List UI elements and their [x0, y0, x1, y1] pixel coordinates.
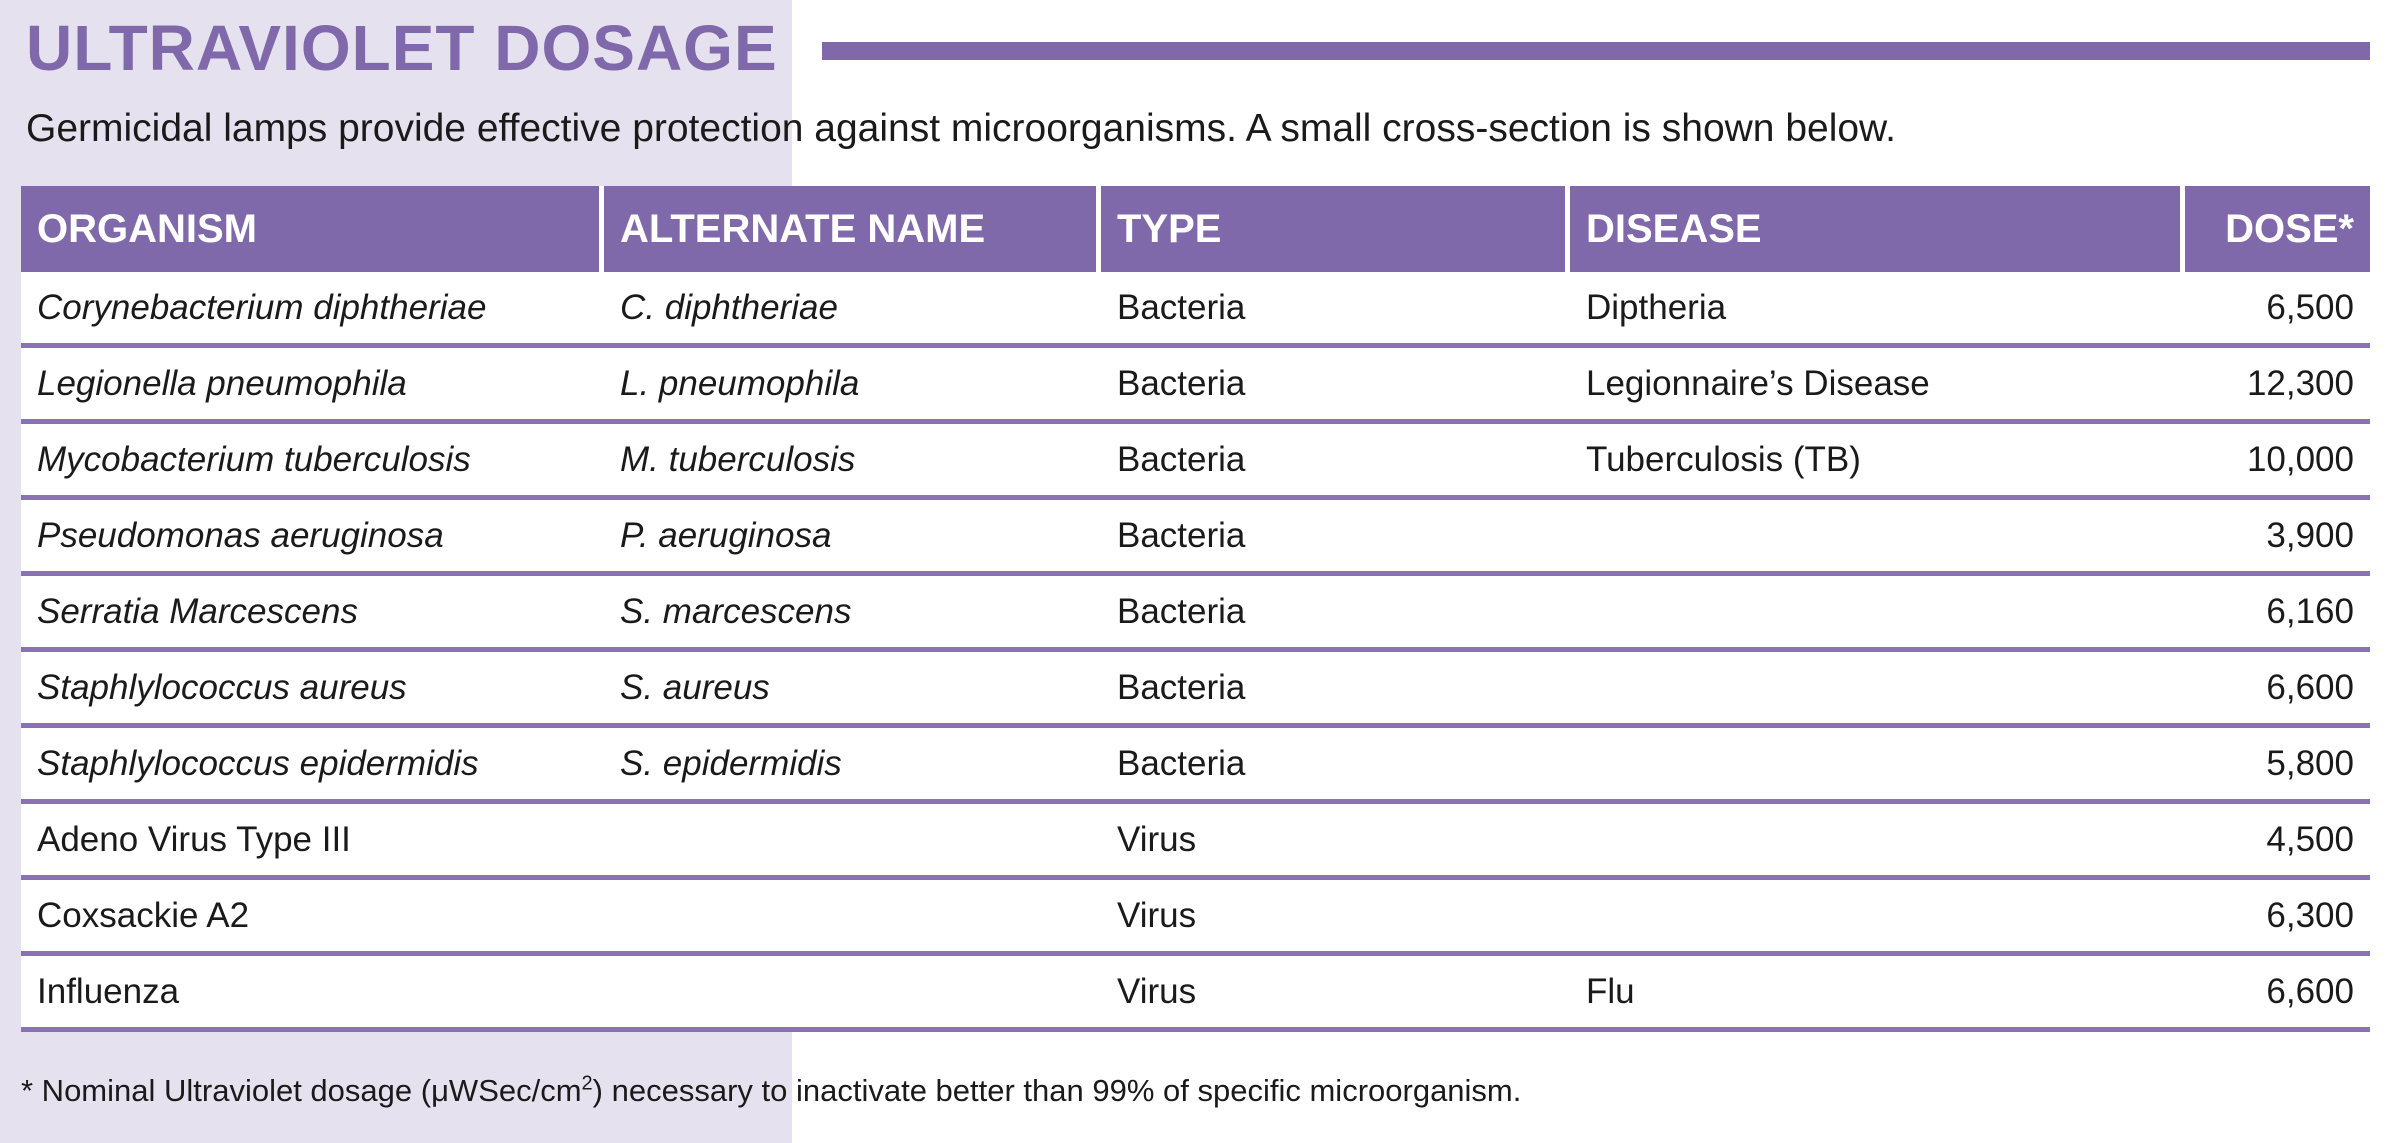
header-organism: ORGANISM: [21, 186, 604, 272]
table-row: [21, 728, 2370, 804]
cell-type: Virus: [1101, 880, 1570, 956]
cell-alternate-name: L. pneumophila: [604, 348, 1101, 424]
cell-type: Bacteria: [1101, 500, 1570, 576]
cell-alternate-name: S. epidermidis: [604, 728, 1101, 804]
cell-type: Bacteria: [1101, 424, 1570, 500]
cell-dose: 6,500: [2185, 272, 2370, 348]
table-row: [21, 652, 2370, 728]
table-header-row: [21, 186, 2370, 272]
cell-type: Virus: [1101, 956, 1570, 1032]
footnote-suffix: ) necessary to inactivate better than 99% of specific microorganism.: [592, 1073, 1522, 1108]
cell-organism: Serratia Marcescens: [21, 576, 604, 652]
cell-dose: 6,600: [2185, 956, 2370, 1032]
cell-organism: Coxsackie A2: [21, 880, 604, 956]
cell-organism: Corynebacterium diphtheriae: [21, 272, 604, 348]
cell-alternate-name: S. aureus: [604, 652, 1101, 728]
cell-type: Bacteria: [1101, 576, 1570, 652]
cell-alternate-name: M. tuberculosis: [604, 424, 1101, 500]
cell-alternate-name: [604, 880, 1101, 956]
table-row: [21, 956, 2370, 1032]
cell-disease: [1570, 500, 2185, 576]
cell-organism: Adeno Virus Type III: [21, 804, 604, 880]
title-rule: [822, 42, 2370, 60]
cell-dose: 6,300: [2185, 880, 2370, 956]
table-row: [21, 272, 2370, 348]
cell-organism: Influenza: [21, 956, 604, 1032]
page-subtitle: Germicidal lamps provide effective protection against microorganisms. A small cross-section is shown below.: [26, 107, 1896, 150]
cell-dose: 5,800: [2185, 728, 2370, 804]
cell-type: Bacteria: [1101, 348, 1570, 424]
header-dose: DOSE*: [2185, 186, 2370, 272]
cell-disease: [1570, 576, 2185, 652]
table-row: [21, 424, 2370, 500]
header-alternate-name: ALTERNATE NAME: [604, 186, 1101, 272]
cell-disease: [1570, 880, 2185, 956]
cell-alternate-name: C. diphtheriae: [604, 272, 1101, 348]
cell-dose: 10,000: [2185, 424, 2370, 500]
cell-alternate-name: S. marcescens: [604, 576, 1101, 652]
cell-dose: 6,160: [2185, 576, 2370, 652]
table-row: [21, 500, 2370, 576]
cell-dose: 6,600: [2185, 652, 2370, 728]
cell-organism: Pseudomonas aeruginosa: [21, 500, 604, 576]
header-disease: DISEASE: [1570, 186, 2185, 272]
cell-type: Virus: [1101, 804, 1570, 880]
cell-alternate-name: [604, 804, 1101, 880]
table-row: [21, 804, 2370, 880]
table-row: [21, 576, 2370, 652]
footnote: [21, 1070, 1521, 1112]
cell-dose: 3,900: [2185, 500, 2370, 576]
cell-type: Bacteria: [1101, 272, 1570, 348]
cell-disease: [1570, 652, 2185, 728]
cell-organism: Legionella pneumophila: [21, 348, 604, 424]
cell-disease: Diptheria: [1570, 272, 2185, 348]
cell-organism: Staphlylococcus epidermidis: [21, 728, 604, 804]
cell-alternate-name: P. aeruginosa: [604, 500, 1101, 576]
table-row: [21, 880, 2370, 956]
footnote-prefix: * Nominal Ultraviolet dosage (μWSec/cm: [21, 1073, 582, 1108]
cell-organism: Staphlylococcus aureus: [21, 652, 604, 728]
dosage-table: [21, 186, 2370, 1032]
cell-disease: [1570, 804, 2185, 880]
header-type: TYPE: [1101, 186, 1570, 272]
cell-disease: [1570, 728, 2185, 804]
cell-disease: Tuberculosis (TB): [1570, 424, 2185, 500]
table-row: [21, 348, 2370, 424]
cell-type: Bacteria: [1101, 652, 1570, 728]
page-title: ULTRAVIOLET DOSAGE: [26, 12, 778, 84]
cell-organism: Mycobacterium tuberculosis: [21, 424, 604, 500]
footnote-superscript: 2: [581, 1072, 593, 1095]
cell-dose: 12,300: [2185, 348, 2370, 424]
cell-alternate-name: [604, 956, 1101, 1032]
cell-type: Bacteria: [1101, 728, 1570, 804]
cell-dose: 4,500: [2185, 804, 2370, 880]
cell-disease: Flu: [1570, 956, 2185, 1032]
cell-disease: Legionnaire’s Disease: [1570, 348, 2185, 424]
